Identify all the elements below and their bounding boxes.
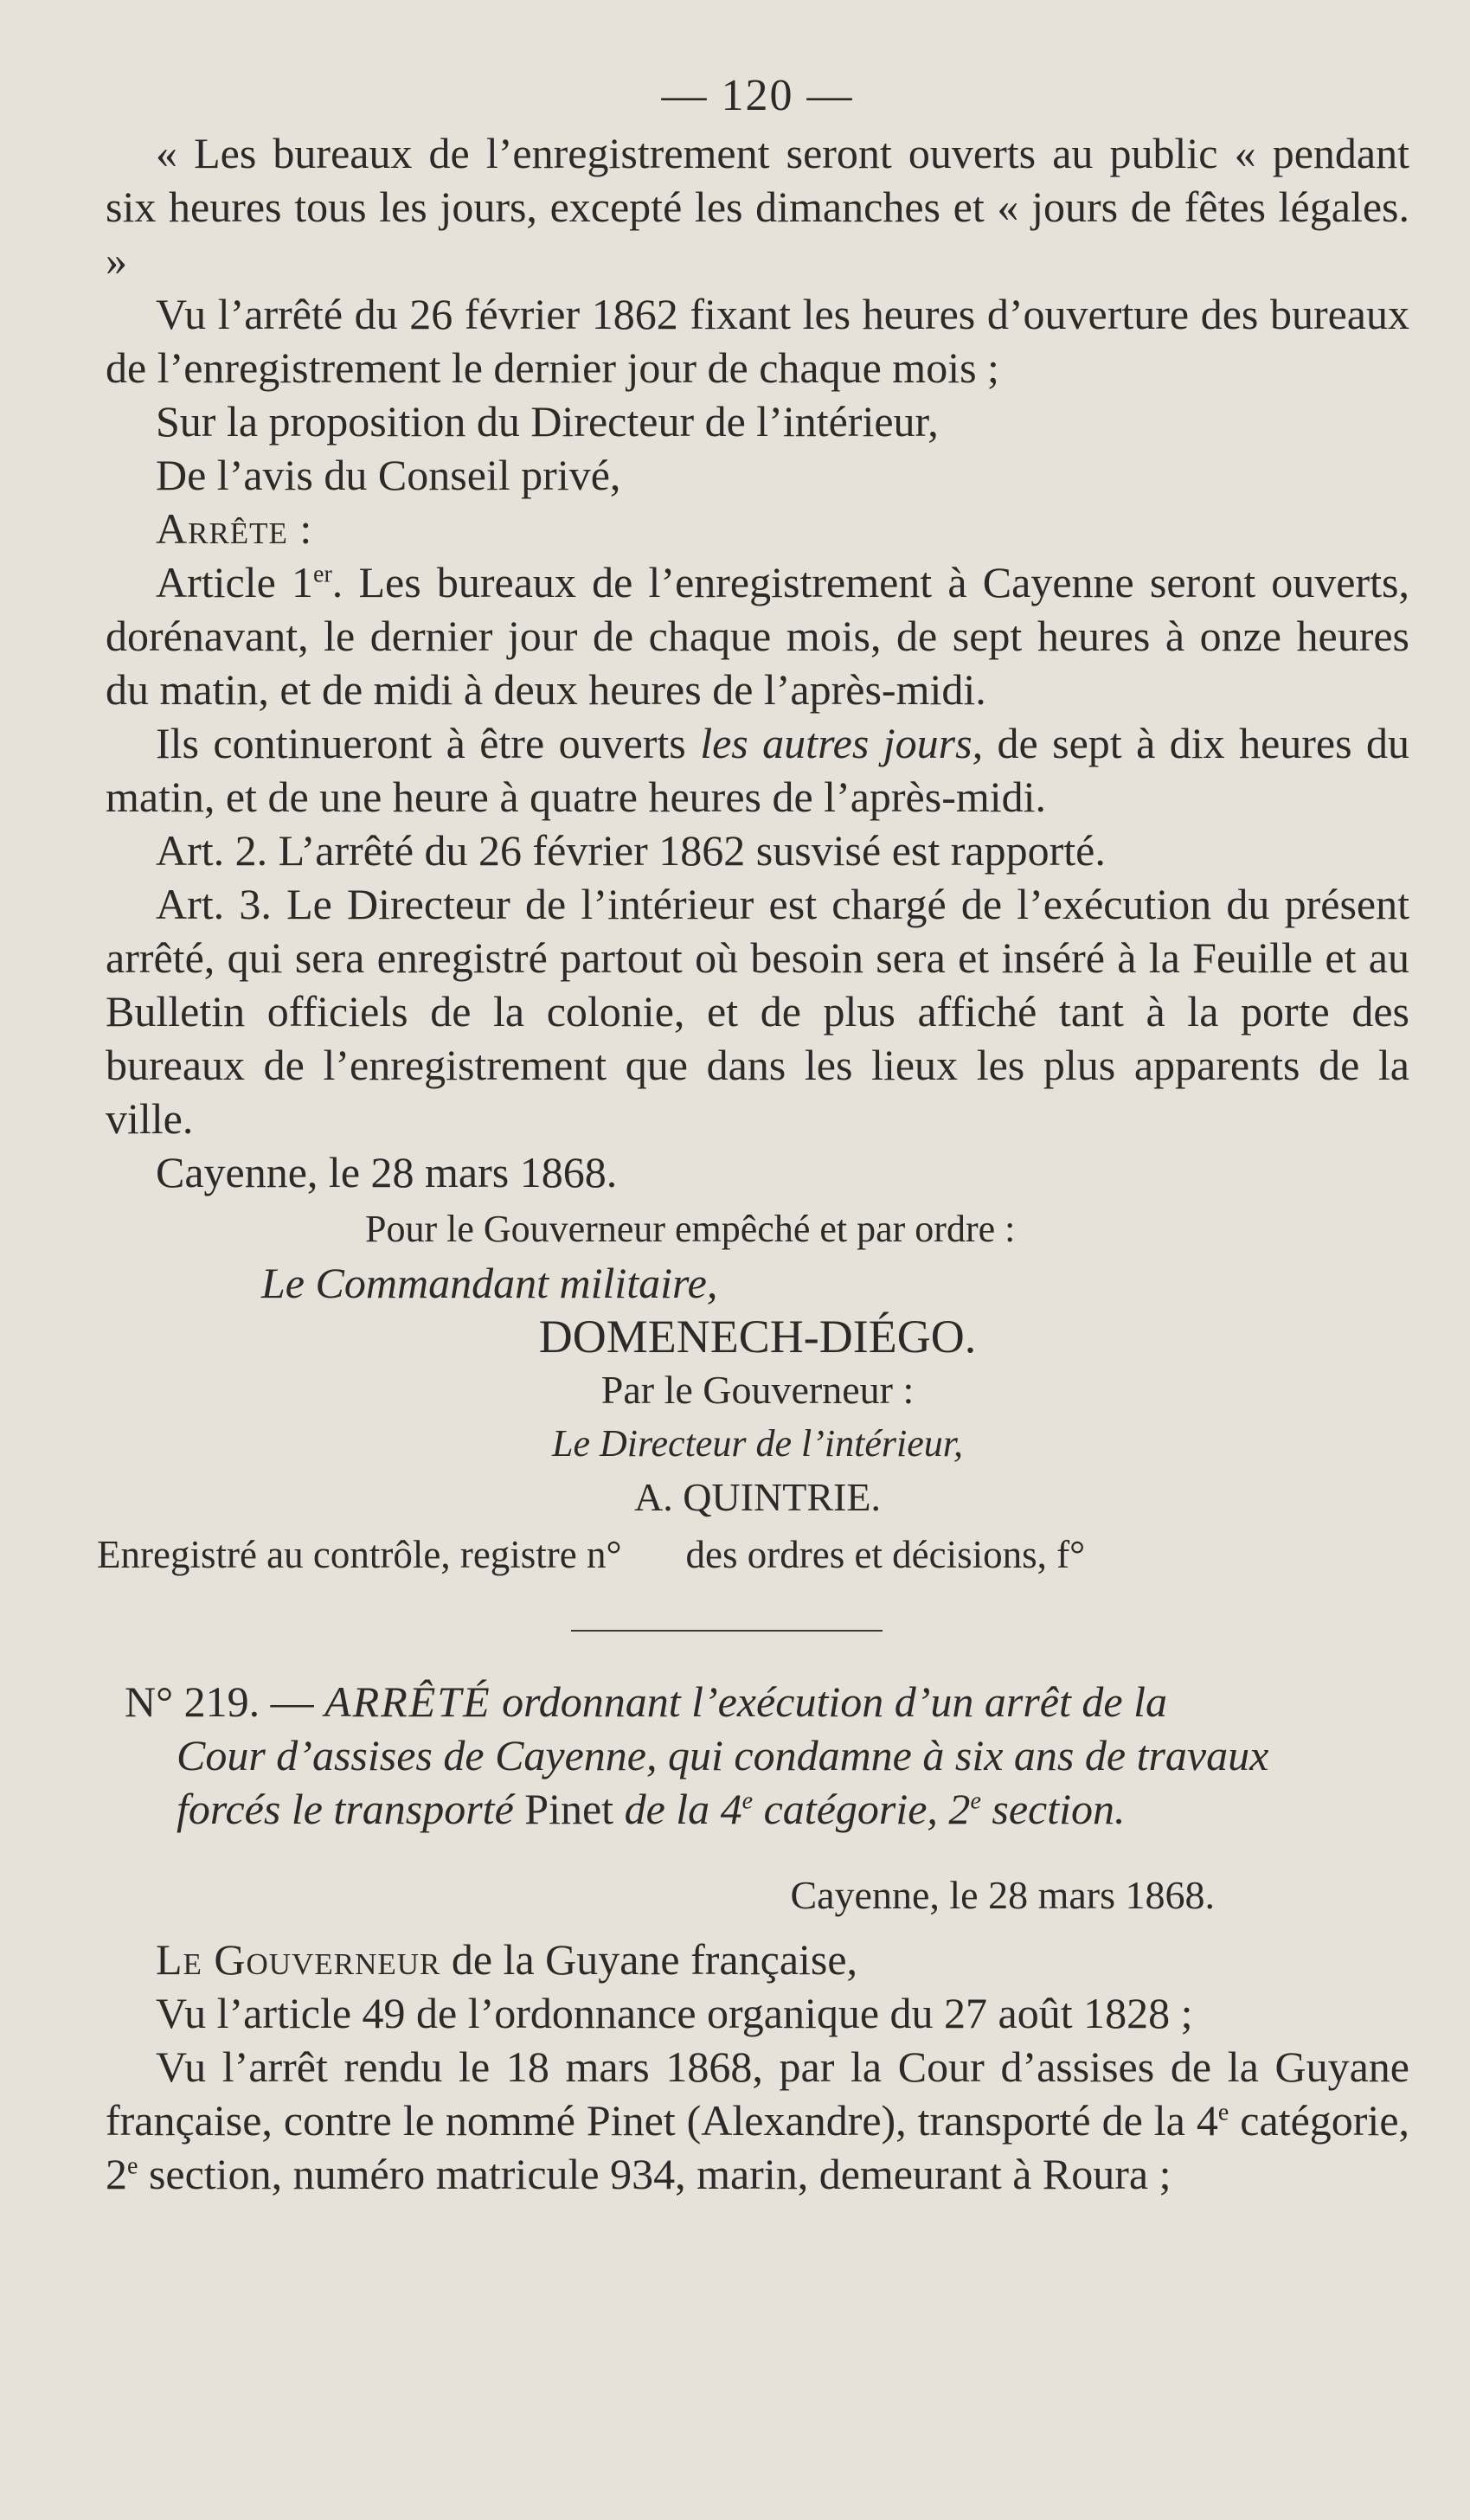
act-heading-rest: ordonnant l’exécution d’un arrêt de la xyxy=(491,1677,1167,1726)
section-divider xyxy=(571,1630,883,1632)
act-date: Cayenne, le 28 mars 1868. xyxy=(790,1873,1215,1917)
article-1 xyxy=(106,555,1409,716)
proposition-paragraph: Sur la proposition du Directeur de l’intérieur, xyxy=(156,397,939,446)
article-1-text: . Les bureaux de l’enregistrement à Cayenne seront ouverts, dorénavant, le dernier jour de chaque mois, de sept heures à onze heures du matin, et de midi à deux heures de l’après-midi. xyxy=(106,558,1409,714)
article-1-sup: er xyxy=(313,561,332,588)
act-heading-3d: section. xyxy=(980,1785,1126,1833)
article-1-continuation xyxy=(106,716,1409,824)
article-1-cont-before: Ils continueront à être ouverts xyxy=(156,719,701,767)
directeur-title: Le Directeur de l’intérieur, xyxy=(552,1422,963,1465)
arrete-label: Arrête : xyxy=(156,504,313,553)
signature-pour: Pour le Gouverneur empêché et par ordre : xyxy=(365,1208,1016,1250)
vu-arret-b: catégorie, 2 xyxy=(106,2096,1410,2198)
vu-arret-sup1: e xyxy=(1217,2099,1229,2126)
act-219-heading xyxy=(106,1675,1409,1728)
signature-block xyxy=(106,1202,1409,1524)
act-heading-3c: catégorie, 2 xyxy=(753,1785,971,1833)
act-heading-line-2: Cour d’assises de Cayenne, qui condamne à six ans de travaux xyxy=(177,1731,1269,1779)
enregistre-part2: des ordres et décisions, f° xyxy=(685,1533,1086,1576)
act-title-word: ARRÊTÉ xyxy=(324,1677,491,1726)
avis-paragraph: De l’avis du Conseil privé, xyxy=(156,451,621,499)
gouverneur-lead: Le Gouverneur xyxy=(156,1935,441,1984)
enregistre-line xyxy=(97,1528,1409,1581)
signature-par: Par le Gouverneur : xyxy=(600,1368,915,1412)
gouverneur-line xyxy=(106,1933,1409,1986)
vu-paragraph: Vu l’arrêté du 26 février 1862 fixant les heures d’ouverture des bureaux de l’enregistrement le dernier jour de chaque mois ; xyxy=(106,290,1409,392)
enregistre-part1: Enregistré au contrôle, registre n° xyxy=(97,1533,622,1576)
commandant-title: Le Commandant militaire, xyxy=(261,1259,718,1307)
page-number: — 120 — xyxy=(661,71,854,120)
vu-arret-c: section, numéro matricule 934, marin, demeurant à Roura ; xyxy=(138,2150,1172,2198)
directeur-name: A. QUINTRIE. xyxy=(634,1475,881,1519)
act-heading-name: Pinet xyxy=(524,1785,614,1833)
act-heading-3b: de la 4 xyxy=(613,1785,742,1833)
act-heading-line-3 xyxy=(106,1782,1409,1836)
act-number: N° 219. — xyxy=(125,1677,314,1726)
vu-arret-a: Vu l’arrêt rendu le 18 mars 1868, par la Cour d’assises de la Guyane française, contre le nommé Pinet (Alexandre), transporté de la 4 xyxy=(106,2042,1409,2145)
quoted-article-text: « Les bureaux de l’enregistrement seront ouverts au public « pendant six heures tous les jours, excepté les dimanches et « jours de fêtes légales. » xyxy=(106,129,1409,285)
place-date: Cayenne, le 28 mars 1868. xyxy=(156,1148,618,1196)
article-2: Art. 2. L’arrêté du 26 février 1862 susvisé est rapporté. xyxy=(156,826,1106,875)
gouverneur-rest: de la Guyane française, xyxy=(440,1935,858,1984)
article-1-lead: Article 1 xyxy=(156,558,314,606)
act-heading-sup1: e xyxy=(741,1787,754,1815)
act-heading-sup2: e xyxy=(970,1787,981,1815)
vu-article-49: Vu l’article 49 de l’ordonnance organique du 27 août 1828 ; xyxy=(156,1989,1193,2037)
commandant-name: DOMENECH-DIÉGO. xyxy=(538,1311,977,1363)
article-3: Art. 3. Le Directeur de l’intérieur est chargé de l’exécution du présent arrêté, qui sera enregistré partout où besoin sera et inséré à la Feuille et au Bulletin officiels de la colonie, et de plus affiché tant à la porte des bureaux de l’enregistrement que dans les lieux les plus apparents de la ville. xyxy=(106,880,1409,1143)
vu-arret xyxy=(106,2040,1409,2201)
article-1-cont-after: de sept à dix heures du matin, et de une heure à quatre heures de l’après-midi. xyxy=(106,719,1410,821)
article-1-cont-italic: les autres jours, xyxy=(700,719,984,767)
vu-arret-sup2: e xyxy=(127,2152,138,2180)
act-heading-3a: forcés le transporté xyxy=(177,1785,525,1833)
